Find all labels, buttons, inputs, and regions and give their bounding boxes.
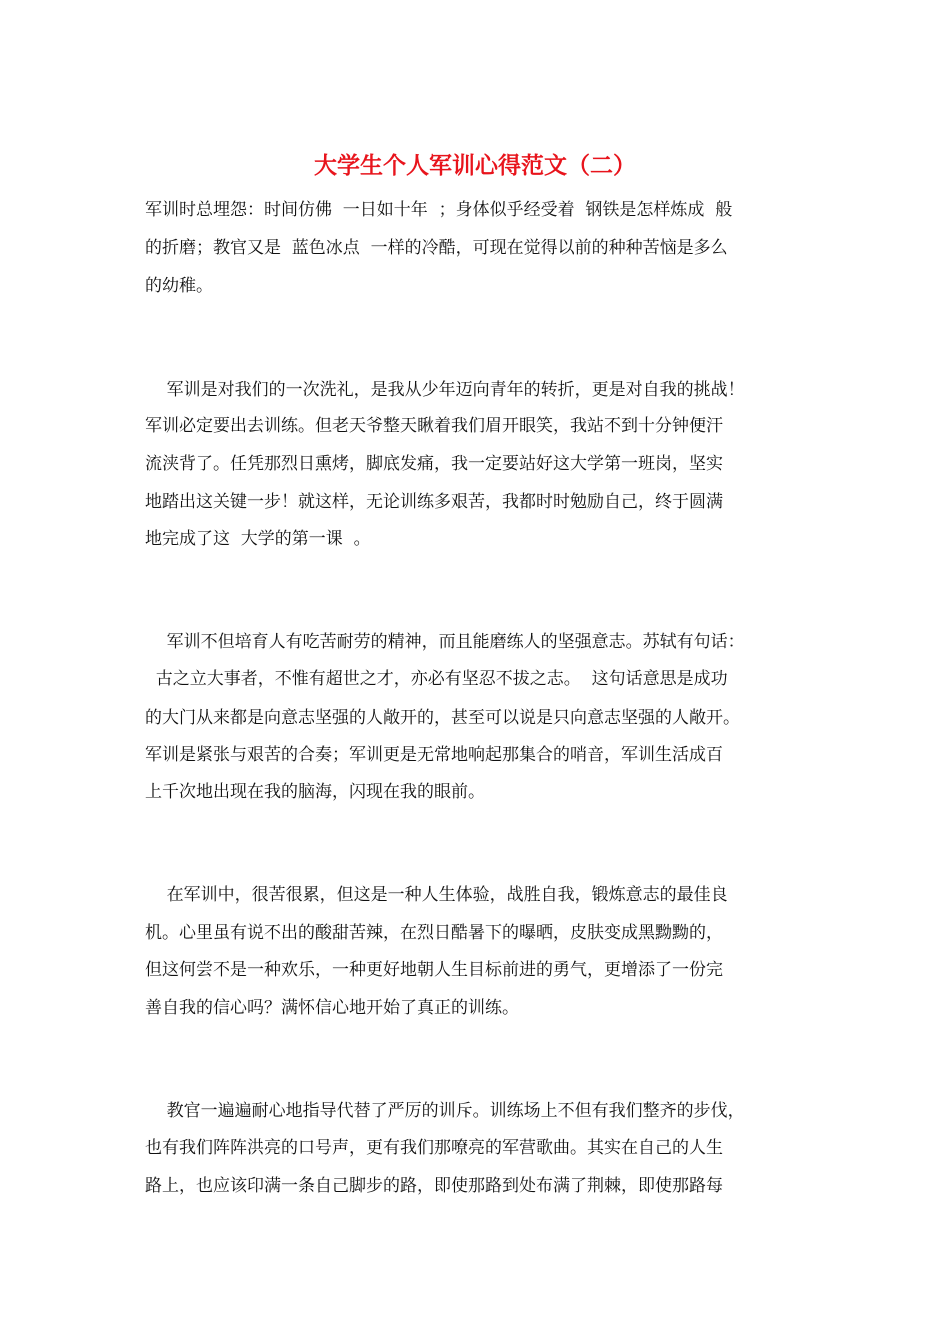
body-line: 流浃背了。任凭那烈日熏烤，脚底发痛，我一定要站好这大学第一班岗，坚实: [145, 454, 723, 474]
document-title: 大学生个人军训心得范文（二）: [314, 152, 636, 179]
body-line: 古之立大事者，不惟有超世之才，亦必有坚忍不拔之志。 这句话意思是成功: [145, 669, 728, 689]
body-line: 的幼稚。: [145, 276, 213, 296]
body-line: 但这何尝不是一种欢乐，一种更好地朝人生目标前进的勇气，更增添了一份完: [145, 960, 723, 980]
body-line: 路上，也应该印满一条自己脚步的路，即使那路到处布满了荆棘，即使那路每: [145, 1176, 723, 1196]
body-line: 军训时总埋怨：时间仿佛 一日如十年 ；身体似乎经受着 钢铁是怎样炼成 般: [145, 200, 733, 220]
body-line: 机。心里虽有说不出的酸甜苦辣，在烈日酷暑下的曝晒，皮肤变成黑黝黝的，: [145, 923, 723, 943]
body-line: 也有我们阵阵洪亮的口号声，更有我们那嘹亮的军营歌曲。其实在自己的人生: [145, 1138, 723, 1158]
body-line: 军训不但培育人有吃苦耐劳的精神，而且能磨练人的坚强意志。苏轼有句话：: [145, 632, 745, 652]
body-line: 上千次地出现在我的脑海，闪现在我的眼前。: [145, 782, 485, 802]
body-line: 的折磨；教官又是 蓝色冰点 一样的冷酷，可现在觉得以前的种种苦恼是多么: [145, 238, 728, 258]
body-line: 军训是紧张与艰苦的合奏；军训更是无常地响起那集合的哨音，军训生活成百: [145, 745, 723, 765]
body-line: 地踏出这关键一步！就这样，无论训练多艰苦，我都时时勉励自己，终于圆满: [145, 492, 723, 512]
body-line: 军训必定要出去训练。但老天爷整天瞅着我们眉开眼笑，我站不到十分钟便汗: [145, 416, 723, 436]
body-line: 的大门从来都是向意志坚强的人敞开的，甚至可以说是只向意志坚强的人敞开。: [145, 708, 740, 728]
body-line: 在军训中，很苦很累，但这是一种人生体验，战胜自我，锻炼意志的最佳良: [145, 885, 728, 905]
body-line: 教官一遍遍耐心地指导代替了严厉的训斥。训练场上不但有我们整齐的步伐，: [145, 1101, 745, 1121]
body-line: 地完成了这 大学的第一课 。: [145, 529, 371, 549]
body-line: 军训是对我们的一次洗礼，是我从少年迈向青年的转折，更是对自我的挑战！: [145, 380, 745, 400]
body-line: 善自我的信心吗？满怀信心地开始了真正的训练。: [145, 998, 519, 1018]
